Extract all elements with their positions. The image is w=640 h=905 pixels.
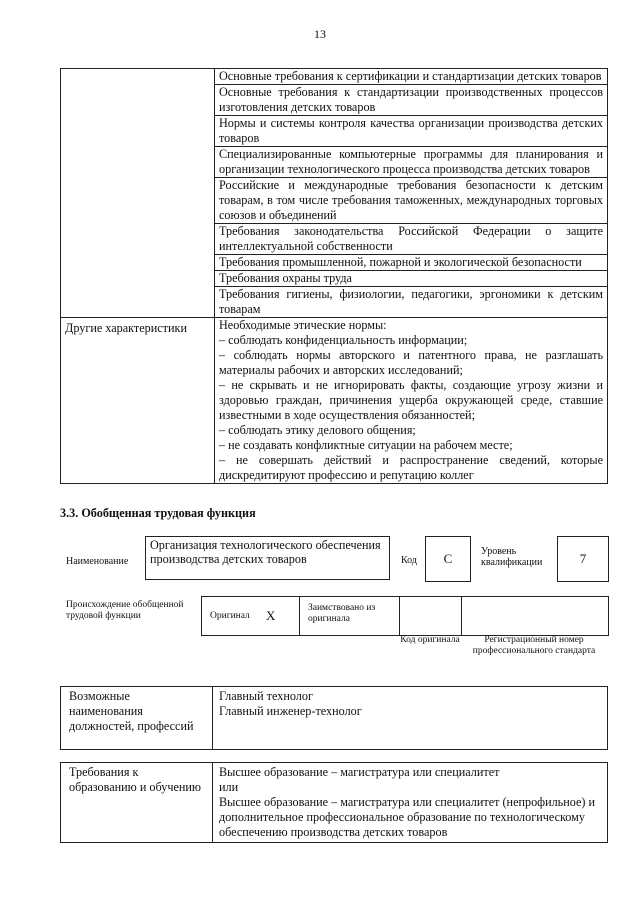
- divider: [299, 597, 300, 635]
- list-item: Главный технолог: [219, 689, 313, 703]
- level-value: 7: [557, 536, 609, 582]
- other-characteristics-value: [215, 318, 608, 484]
- divider: [399, 597, 400, 635]
- list-item: – соблюдать этику делового общения;: [219, 423, 416, 437]
- list-item: – соблюдать конфиденциальность информации;: [219, 333, 468, 347]
- divider: [461, 597, 462, 635]
- list-item: – не совершать действий и распространение сведений, которые дискредитируют профессию и репутацию коллег: [219, 453, 603, 482]
- section-title: 3.3. Обобщенная трудовая функция: [60, 506, 256, 520]
- table-row: Российские и международные требования безопасности к детским товарам, в том числе требования таможенных, международных торговых союзов и объединений: [215, 178, 608, 224]
- table-row: Основные требования к сертификации и стандартизации детских товаров: [215, 69, 608, 85]
- list-item: – соблюдать нормы авторского и патентного права, не разглашать материалы рабочих и авторских исследований;: [219, 348, 603, 377]
- knowledge-table: [60, 68, 608, 484]
- table-row: Специализированные компьютерные программы для планирования и организации технологического процесса производства детских товаров: [215, 147, 608, 178]
- positions-table: [60, 686, 608, 750]
- table-row: Требования охраны труда: [215, 271, 608, 287]
- list-item: – не скрывать и не игнорировать факты, создающие угрозу жизни и здоровью граждан, причинения ущерба окружающей среде, ставшие известными в ходе осуществления обязанностей;: [219, 378, 603, 422]
- origin-code-caption: Код оригинала: [400, 635, 460, 645]
- borrowed-label: Заимствовано из оригинала: [308, 603, 376, 624]
- list-item: Высшее образование – магистратура или специалитет: [219, 765, 500, 779]
- reg-number-caption: Регистрационный номер профессионального стандарта: [472, 635, 596, 656]
- education-label: Требования к образованию и обучению: [61, 763, 213, 843]
- empty-label-cell: [61, 69, 215, 318]
- table-row: Нормы и системы контроля качества организации производства детских товаров: [215, 116, 608, 147]
- original-label: Оригинал: [210, 611, 250, 621]
- list-item: Необходимые этические нормы:: [219, 318, 387, 332]
- other-characteristics-label: Другие характеристики: [61, 318, 215, 484]
- list-item: – не создавать конфликтные ситуации на рабочем месте;: [219, 438, 513, 452]
- level-label: Уровень квалификации: [481, 546, 543, 568]
- name-value: Организация технологического обеспечения производства детских товаров: [145, 536, 390, 580]
- list-item: Высшее образование – магистратура или специалитет (непрофильное) и дополнительное профессиональное образование по технологическому обеспечению производства детских товаров: [219, 795, 596, 839]
- table-row: Основные требования к стандартизации производственных процессов изготовления детских товаров: [215, 85, 608, 116]
- table-row: Требования законодательства Российской Федерации о защите интеллектуальной собственности: [215, 224, 608, 255]
- positions-label: Возможные наименования должностей, профессий: [61, 687, 213, 750]
- list-item: или: [219, 780, 239, 794]
- origin-label: Происхождение обобщенной трудовой функции: [66, 600, 184, 621]
- education-value: [213, 763, 608, 843]
- education-table: [60, 762, 608, 843]
- positions-value: [213, 687, 608, 750]
- table-row: Требования промышленной, пожарной и экологической безопасности: [215, 255, 608, 271]
- page-number: 13: [314, 27, 326, 41]
- name-label: Наименование: [66, 556, 129, 567]
- code-value: C: [425, 536, 471, 582]
- origin-box: [201, 596, 609, 636]
- list-item: Главный инженер-технолог: [219, 704, 362, 718]
- table-row: Требования гигиены, физиологии, педагогики, эргономики к детским товарам: [215, 287, 608, 318]
- original-mark: X: [266, 608, 276, 623]
- code-label: Код: [401, 555, 417, 566]
